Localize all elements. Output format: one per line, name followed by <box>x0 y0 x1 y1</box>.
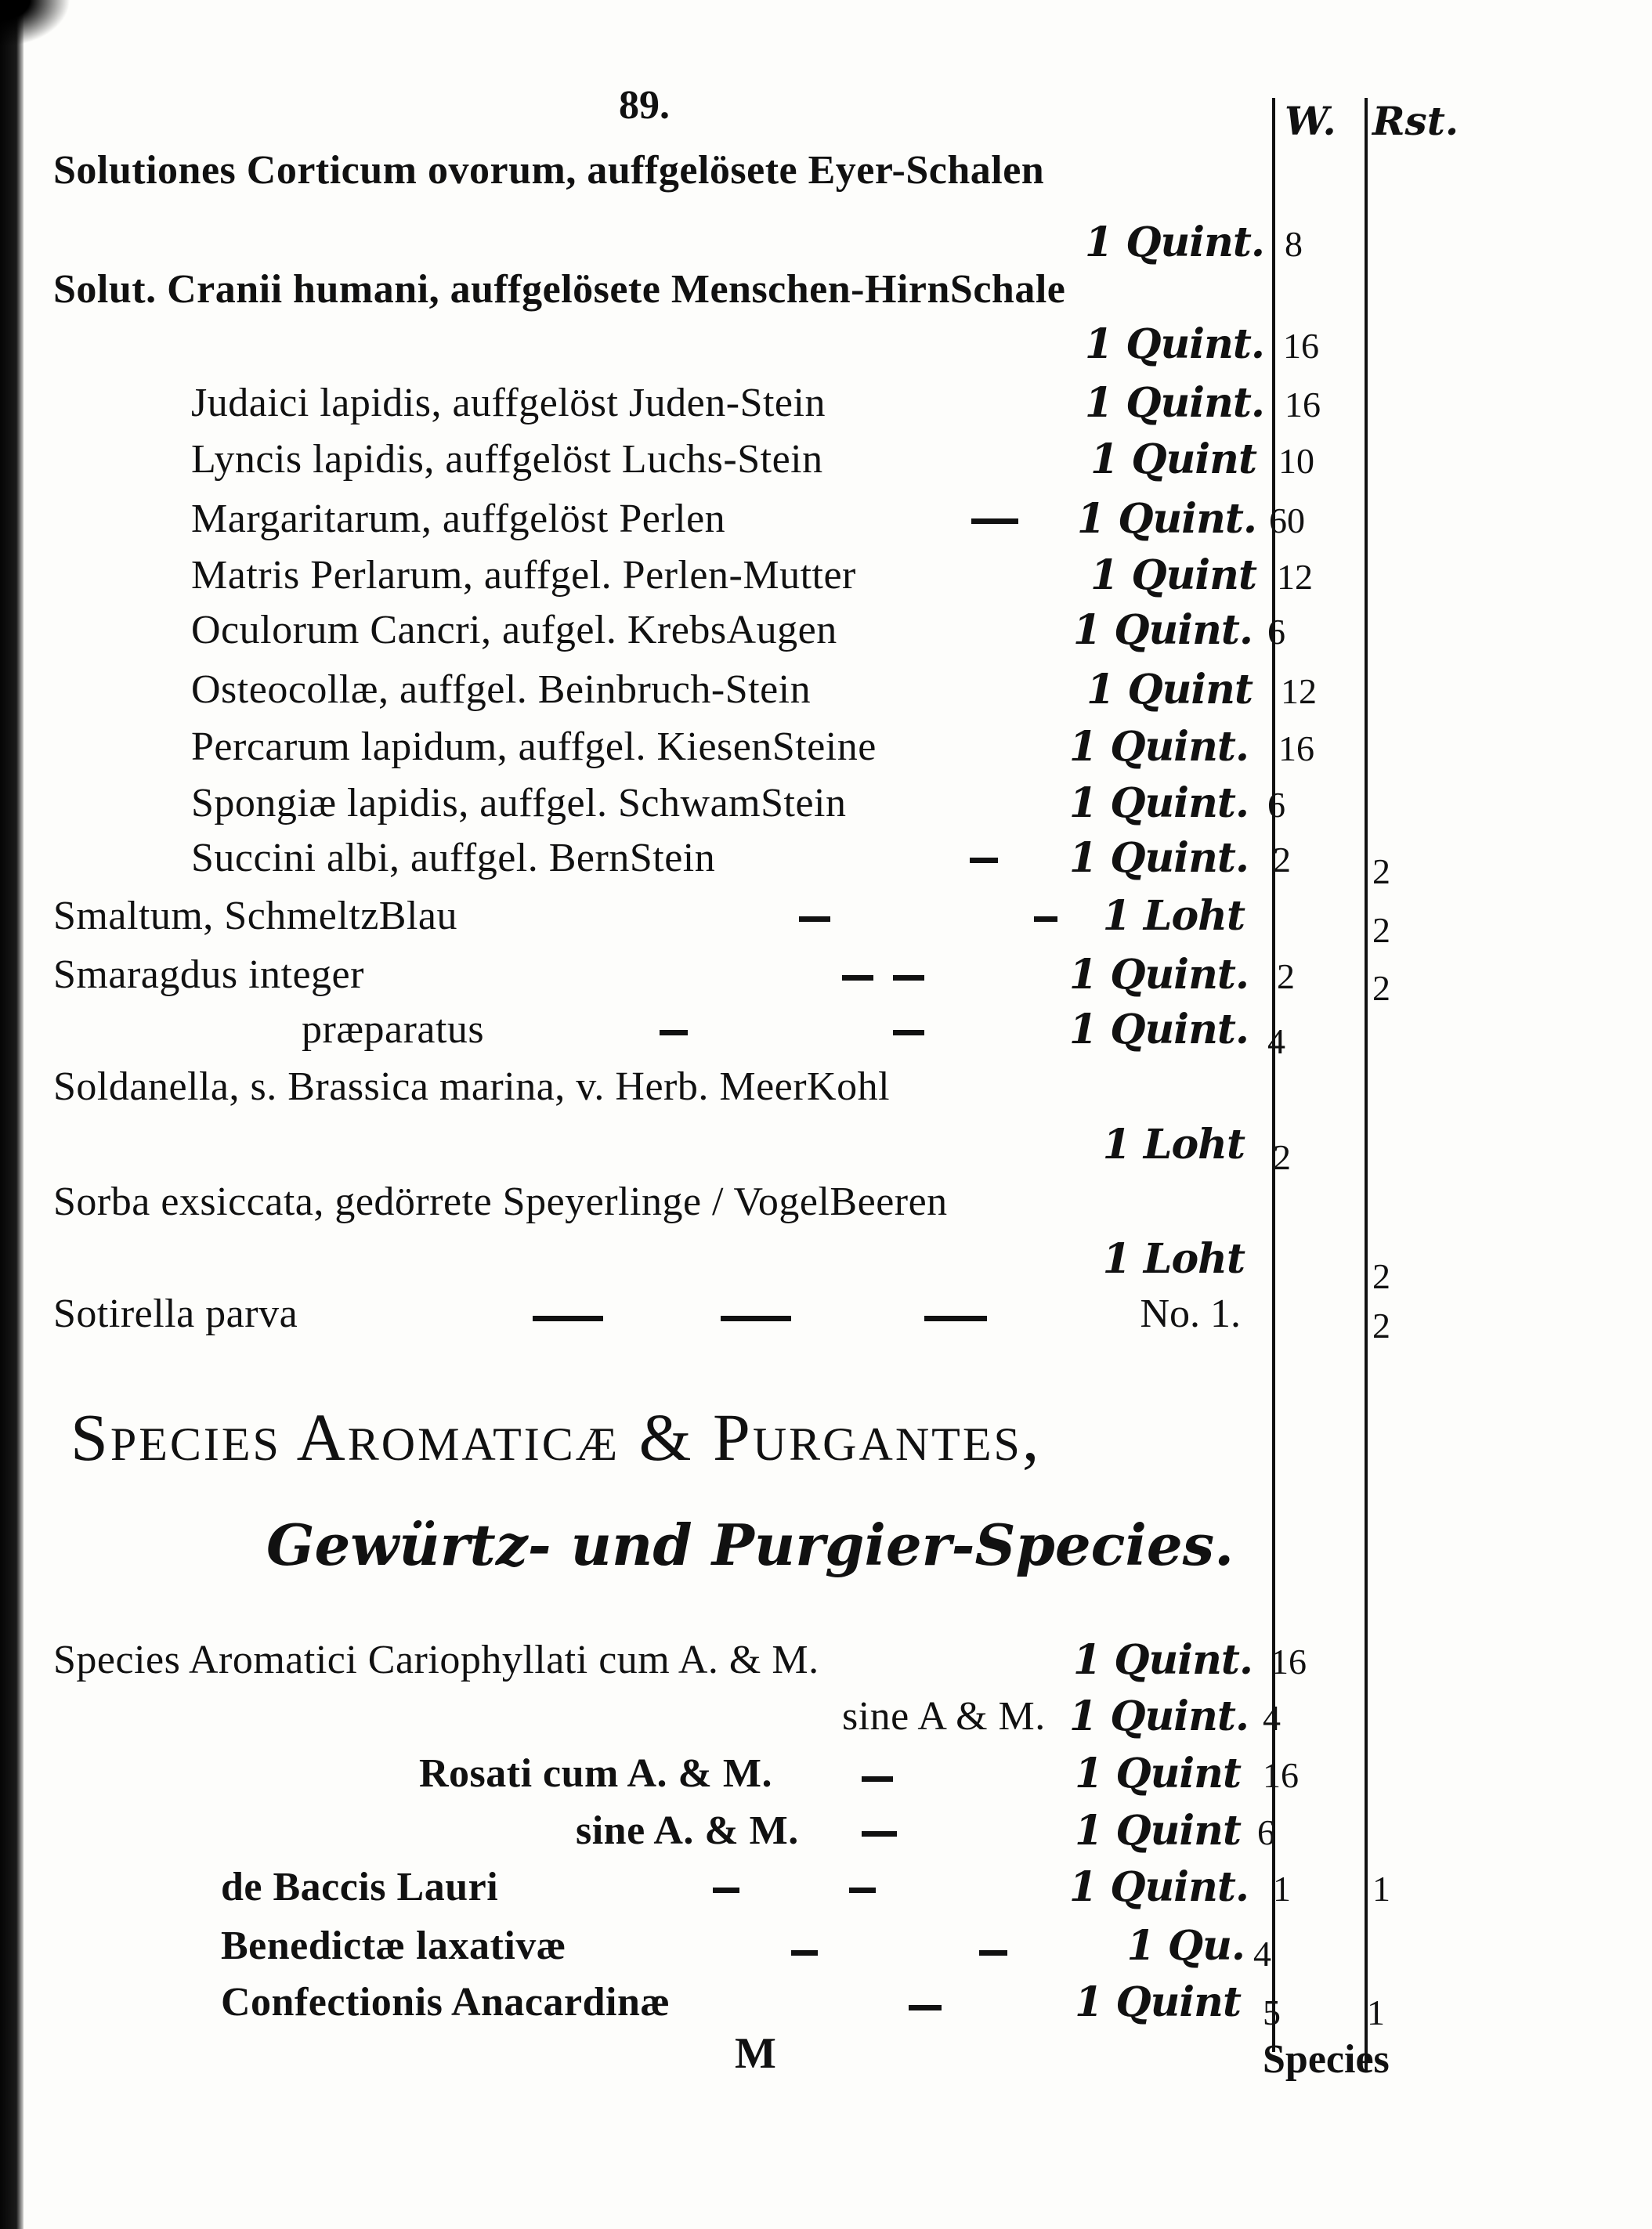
entry-w-value: 2 <box>1277 956 1295 996</box>
entry-text: Oculorum Cancri, aufgel. KrebsAugen <box>191 608 837 652</box>
entry-unit: 1 Quint. <box>1084 219 1264 266</box>
section-title-latin: Species Aromaticæ & Purgantes, <box>70 1400 1042 1475</box>
entry-w-value: 60 <box>1269 500 1305 540</box>
dash-rule <box>842 975 873 981</box>
dash-rule <box>970 858 998 863</box>
entry-w-value: 12 <box>1277 557 1313 597</box>
entry-w-value: 6 <box>1267 785 1285 825</box>
entry-text: Sorba exsiccata, gedörrete Speyerlinge / VogelBeeren <box>53 1180 948 1224</box>
dash-rule <box>893 975 924 981</box>
column-rule-rst <box>1365 98 1368 2072</box>
species-entry-w-value: 5 <box>1263 1992 1281 2032</box>
entry-w-value: 16 <box>1285 385 1321 424</box>
column-header-w: W. <box>1285 98 1336 144</box>
species-entry-unit: 1 Qu. <box>1126 1922 1245 1970</box>
printer-signature-mark: M <box>735 2029 776 2078</box>
species-entry-w-value: 16 <box>1271 1642 1307 1682</box>
dash-rule <box>862 1831 897 1837</box>
dash-rule <box>799 916 830 922</box>
species-entry-text: de Baccis Lauri <box>221 1865 499 1909</box>
species-entry-w-value: 1 <box>1273 1869 1291 1909</box>
species-entry-w-value: 4 <box>1253 1934 1271 1974</box>
entry-unit: 1 Quint <box>1090 435 1256 483</box>
entry-unit: 1 Loht <box>1102 1121 1245 1169</box>
entry-w-value: 2 <box>1273 1137 1291 1177</box>
entry-unit: 1 Loht <box>1102 892 1245 940</box>
dash-rule <box>1034 916 1057 922</box>
column-header-rst: Rst. <box>1372 98 1459 144</box>
entry-w-value: 2 <box>1273 840 1291 880</box>
species-entry-text: Rosati cum A. & M. <box>419 1751 772 1796</box>
species-entry-unit: 1 Quint. <box>1072 1636 1253 1684</box>
dash-rule <box>791 1950 818 1956</box>
species-entry-rst-value: 1 <box>1372 1869 1390 1909</box>
dash-rule <box>971 518 1018 524</box>
entry-text: Matris Perlarum, auffgel. Perlen-Mutter <box>191 553 856 598</box>
species-entry-text: sine A & M. <box>842 1694 1046 1739</box>
entry-w-value: 10 <box>1278 441 1314 481</box>
entry-unit: 1 Quint. <box>1084 379 1264 427</box>
dash-rule <box>862 1776 893 1782</box>
species-entry-unit: 1 Quint <box>1075 1750 1241 1797</box>
dash-rule <box>893 1030 924 1035</box>
entry-text: Soldanella, s. Brassica marina, v. Herb. MeerKohl <box>53 1064 891 1109</box>
entry-text: Smaragdus integer <box>53 952 364 997</box>
entry-w-value: 6 <box>1267 612 1285 652</box>
entry-text: Margaritarum, auffgelöst Perlen <box>191 497 726 541</box>
entry-rst-value: 2 <box>1372 1256 1390 1296</box>
species-entry-text: sine A. & M. <box>576 1808 799 1853</box>
dash-rule <box>721 1316 791 1321</box>
entry-unit: 1 Quint <box>1086 666 1253 713</box>
dash-rule <box>909 2005 942 2010</box>
entry-unit: 1 Quint. <box>1072 606 1253 654</box>
dash-rule <box>924 1316 987 1321</box>
dash-rule <box>533 1316 603 1321</box>
dash-rule <box>660 1030 688 1035</box>
species-entry-w-value: 6 <box>1257 1812 1275 1852</box>
entry-unit: 1 Quint. <box>1076 495 1256 543</box>
species-entry-unit: 1 Quint <box>1075 1978 1241 2026</box>
entry-w-value: 4 <box>1267 1021 1285 1061</box>
dash-rule <box>849 1888 876 1893</box>
entry-rst-value: 2 <box>1372 1306 1390 1346</box>
dash-rule <box>979 1950 1007 1956</box>
entry-unit: 1 Quint <box>1090 551 1256 599</box>
species-entry-unit: 1 Quint <box>1075 1807 1241 1855</box>
species-entry-w-value: 4 <box>1263 1698 1281 1738</box>
entry-text: Lyncis lapidis, auffgelöst Luchs-Stein <box>191 437 823 482</box>
entry-text: Smaltum, SchmeltzBlau <box>53 894 458 938</box>
entry-rst-value: 2 <box>1372 910 1390 950</box>
entry-text: Sotirella parva <box>53 1292 298 1336</box>
page-binding-edge <box>0 0 23 2229</box>
entry-text: Solutiones Corticum ovorum, auffgelösete Eyer-Schalen <box>53 148 1045 193</box>
species-entry-text: Confectionis Anacardinæ <box>221 1980 671 2025</box>
entry-w-value: 8 <box>1285 224 1303 264</box>
species-entry-rst-value: 1 <box>1367 1992 1385 2032</box>
entry-unit: 1 Quint. <box>1068 951 1249 999</box>
catchword: Species <box>1263 2037 1390 2082</box>
entry-w-value: 16 <box>1283 326 1319 366</box>
dash-rule <box>713 1888 739 1893</box>
species-entry-unit: 1 Quint. <box>1068 1863 1249 1911</box>
page-corner-shadow <box>0 0 70 47</box>
entry-unit: 1 Loht <box>1102 1235 1245 1283</box>
entry-w-value: 16 <box>1278 728 1314 768</box>
entry-unit: No. 1. <box>1140 1292 1241 1336</box>
entry-unit: 1 Quint. <box>1068 1006 1249 1053</box>
entry-text: Percarum lapidum, auffgel. KiesenSteine <box>191 724 877 769</box>
species-entry-text: Benedictæ laxativæ <box>221 1924 566 1968</box>
entry-unit: 1 Quint. <box>1068 779 1249 827</box>
entry-text: Osteocollæ, auffgel. Beinbruch-Stein <box>191 667 812 712</box>
entry-text: Succini albi, auffgel. BernStein <box>191 836 716 880</box>
entry-unit: 1 Quint. <box>1068 723 1249 771</box>
entry-rst-value: 2 <box>1372 851 1390 891</box>
entry-text: Judaici lapidis, auffgelöst Juden-Stein <box>191 381 826 425</box>
entry-text: Spongiæ lapidis, auffgel. SchwamStein <box>191 781 847 825</box>
species-entry-unit: 1 Quint. <box>1068 1693 1249 1740</box>
entry-unit: 1 Quint. <box>1084 320 1264 368</box>
section-title-german: Gewürtz- und Purgier-Species. <box>266 1512 1234 1578</box>
species-entry-text: Species Aromatici Cariophyllati cum A. & M. <box>53 1638 819 1682</box>
entry-rst-value: 2 <box>1372 968 1390 1008</box>
entry-text: præparatus <box>302 1007 485 1052</box>
entry-w-value: 12 <box>1281 671 1317 711</box>
entry-text: Solut. Cranii humani, auffgelösete Menschen-HirnSchale <box>53 267 1066 312</box>
species-entry-w-value: 16 <box>1263 1755 1299 1795</box>
entry-unit: 1 Quint. <box>1068 834 1249 882</box>
page-number: 89. <box>619 83 670 128</box>
